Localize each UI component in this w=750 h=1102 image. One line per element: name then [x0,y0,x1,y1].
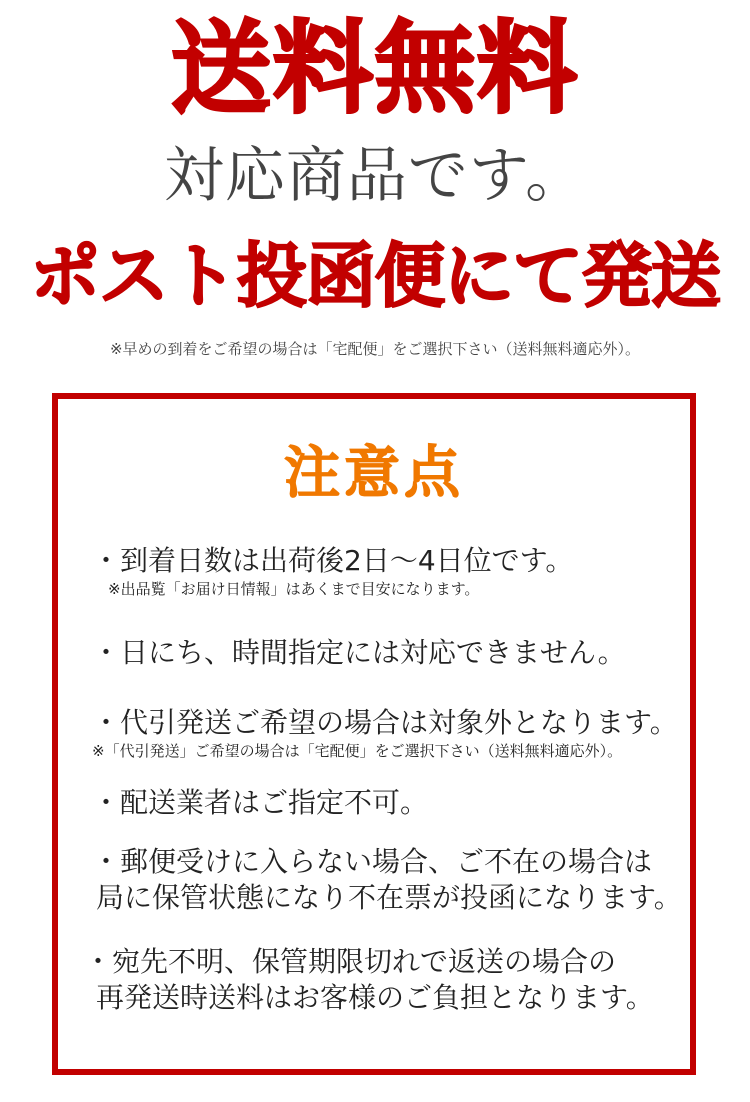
notice-title: 注意点 [284,441,464,506]
notice-item-return [84,944,694,1016]
notice-item-line: 局に保管状態になり不在票が投函になります。 [96,881,682,914]
notice-item-line: ・郵便受けに入らない場合、ご不在の場合は [92,845,653,878]
compatible-products-text: 対応商品です。 [163,141,587,211]
notice-item-line: ・到着日数は出荷後2日～4日位です。 [92,544,574,577]
free-shipping-headline: 送料無料 [171,10,579,127]
notice-item-delivery-days [92,543,702,599]
notice-item-subnote: ※「代引発送」ご希望の場合は「宅配便」をご選択下さい（送料無料適応外）。 [92,742,623,760]
notice-item-line: ・配送業者はご指定不可。 [92,786,429,819]
notice-box [52,393,696,1075]
notice-item-line: ・日にち、時間指定には対応できません。 [92,636,626,669]
notice-item-mailbox [92,844,702,916]
notice-item-cod [92,705,702,761]
express-delivery-note: ※早めの到着をご希望の場合は「宅配便」をご選択下さい（送料無料適応外）。 [109,340,641,358]
notice-item-subnote: ※出品覧「お届け日情報」はあくまで目安になります。 [108,580,480,598]
notice-item-line: 再発送時送料はお客様のご負担となります。 [96,981,654,1014]
notice-item-line: ・宛先不明、保管期限切れで返送の場合の [84,945,617,978]
post-delivery-headline: ポスト投函便にて発送 [30,235,720,317]
notice-item-no-time-designation [92,635,702,671]
notice-item-carrier [92,785,702,821]
notice-item-line: ・代引発送ご希望の場合は対象外となります。 [92,706,678,739]
